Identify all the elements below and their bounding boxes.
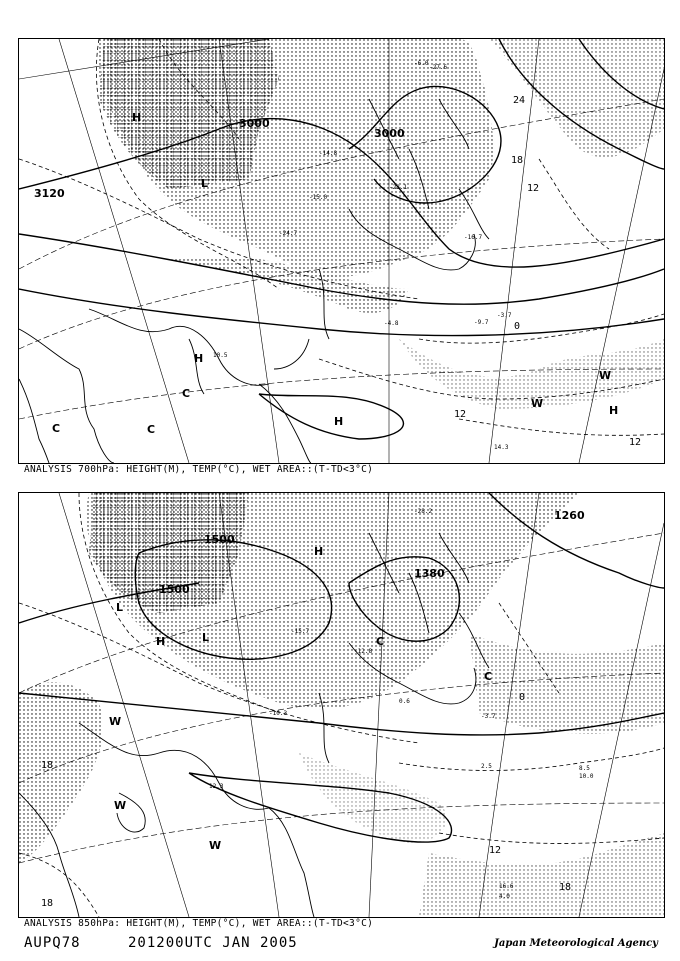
map-850hpa — [19, 493, 664, 917]
station-value: 0.6 — [399, 698, 410, 705]
pressure-center: C — [376, 635, 385, 648]
station-value: -15.7 — [291, 628, 310, 635]
station-value: -27.6 — [429, 64, 448, 71]
station-value: -28.2 — [414, 508, 433, 515]
pressure-center: L — [202, 631, 210, 644]
station-value: -15.0 — [309, 194, 328, 201]
pressure-center: H — [609, 404, 619, 417]
station-value: 8.5 — [579, 765, 590, 772]
pressure-center: H — [132, 111, 142, 124]
map-panel-700hpa — [18, 38, 665, 464]
valid-time: 201200UTC JAN 2005 — [128, 935, 298, 951]
height-label: 1500 — [159, 583, 190, 596]
temp-label: 18 — [511, 155, 524, 166]
pressure-center: W — [599, 369, 612, 382]
wet-area — [19, 682, 103, 863]
pressure-center: C — [52, 422, 61, 435]
wet-area — [419, 833, 664, 917]
temp-label: 18 — [559, 882, 572, 893]
pressure-center: W — [114, 799, 127, 812]
agency-credit: Japan Meteorological Agency — [494, 938, 658, 949]
temp-label: 24 — [513, 95, 526, 106]
station-value: 10.5 — [213, 352, 228, 359]
station-value: -3.7 — [497, 312, 512, 319]
temp-label: 18 — [41, 760, 54, 771]
temp-label: 12 — [489, 845, 502, 856]
station-value: -16.7 — [464, 234, 483, 241]
temp-label: 12 — [527, 183, 540, 194]
station-value: -4.8 — [384, 320, 399, 327]
pressure-center: W — [209, 839, 222, 852]
height-label: 1260 — [554, 509, 585, 522]
map-panel-850hpa — [18, 492, 665, 918]
temp-label: 12 — [454, 409, 467, 420]
temp-label: 0 — [514, 321, 521, 332]
station-value: -6.0 — [414, 60, 429, 67]
pressure-center: H — [314, 545, 324, 558]
station-value: 10.0 — [579, 773, 594, 780]
station-value: 14.3 — [494, 444, 509, 451]
pressure-center: W — [109, 715, 122, 728]
pressure-center: L — [116, 601, 124, 614]
pressure-center: H — [194, 352, 204, 365]
station-value: -24.7 — [279, 230, 298, 237]
station-value: -22.1 — [389, 184, 408, 191]
pressure-center: L — [201, 177, 209, 190]
panel-caption-850hpa: ANALYSIS 850hPa: HEIGHT(M), TEMP(°C), WET AREA::(T-TD<3°C) — [24, 918, 374, 929]
pressure-center: W — [531, 397, 544, 410]
height-label: 1380 — [414, 567, 445, 580]
temp-label: 18 — [41, 898, 54, 909]
pressure-center: C — [484, 670, 493, 683]
panel-caption-700hpa: ANALYSIS 700hPa: HEIGHT(M), TEMP(°C), WET AREA::(T-TD<3°C) — [24, 464, 374, 475]
station-value: 2.5 — [481, 763, 492, 770]
pressure-center: C — [182, 387, 191, 400]
height-label: 3000 — [374, 127, 405, 140]
temp-label: 0 — [519, 692, 526, 703]
chart-id: AUPQ78 — [24, 935, 81, 951]
height-label: 3000 — [239, 117, 270, 130]
pressure-center: H — [156, 635, 166, 648]
pressure-center: C — [147, 423, 156, 436]
station-value: -10.3 — [269, 710, 288, 717]
station-value: -9.7 — [474, 319, 489, 326]
height-label: 1500 — [204, 533, 235, 546]
pressure-center: H — [334, 415, 344, 428]
station-value: -12.8 — [354, 648, 373, 655]
station-value: 4.0 — [499, 893, 510, 900]
station-value: 16.6 — [499, 883, 514, 890]
temp-label: 12 — [629, 437, 642, 448]
station-value: 12.3 — [209, 783, 224, 790]
height-label: 3120 — [34, 187, 65, 200]
map-700hpa — [19, 39, 664, 463]
station-value: -3.7 — [481, 713, 496, 720]
station-value: -14.8 — [319, 150, 338, 157]
